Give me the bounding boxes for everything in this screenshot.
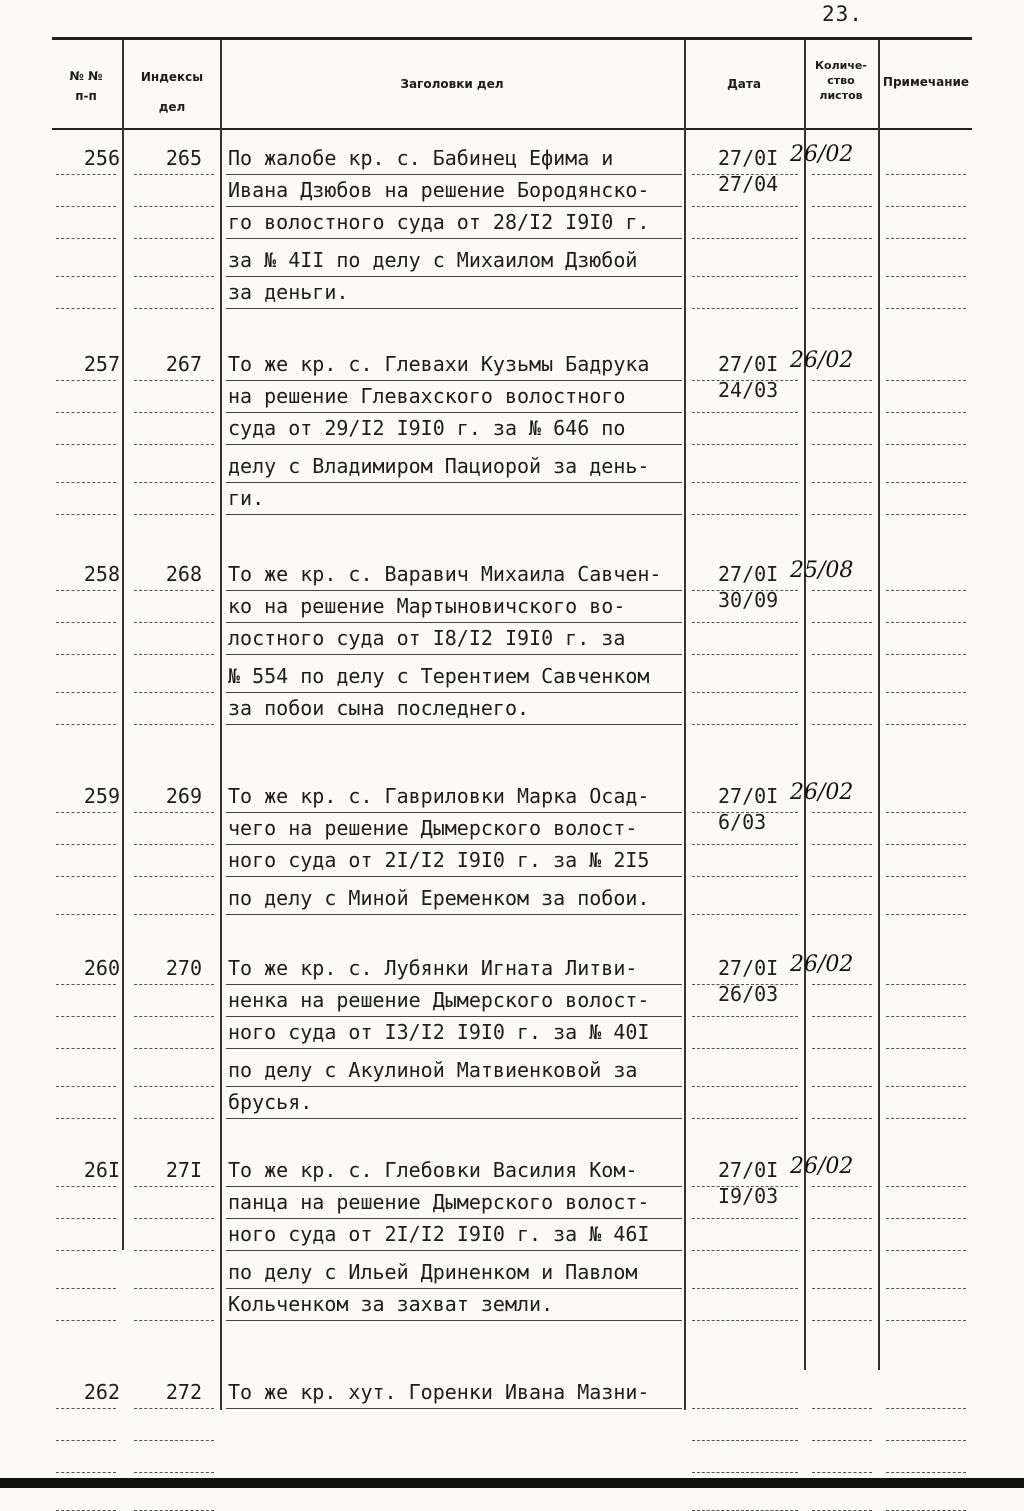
ruling-line (134, 1440, 214, 1441)
ruling-line (812, 174, 872, 175)
ruling-line (812, 914, 872, 915)
ruling-line (56, 622, 116, 623)
ruling-line (56, 1440, 116, 1441)
ruling-line (56, 380, 116, 381)
date-line: 24/03 (718, 378, 779, 402)
title-underline (226, 1408, 682, 1409)
title-underline (226, 590, 682, 591)
ruling-line (56, 1320, 116, 1321)
row-number: 257 (83, 352, 120, 376)
title-underline (226, 1288, 682, 1289)
row-number: 262 (83, 1380, 120, 1404)
ruling-line (886, 444, 966, 445)
ruling-line (886, 238, 966, 239)
ruling-line (692, 724, 798, 725)
ruling-line (56, 238, 116, 239)
row-index: 272 (165, 1380, 202, 1404)
title-line: на решение Глевахского волостного (228, 384, 626, 408)
ruling-line (692, 380, 798, 381)
ruling-line (692, 444, 798, 445)
ruling-line (812, 482, 872, 483)
ruling-line (886, 1186, 966, 1187)
ruling-line (886, 1048, 966, 1049)
table-header-rule (52, 128, 972, 130)
header-count: Количе- ство листов (815, 59, 867, 102)
ruling-line (812, 238, 872, 239)
header-index: Индексы дел (140, 70, 204, 114)
title-underline (226, 482, 682, 483)
ruling-line (812, 1218, 872, 1219)
sheet-count: 26/02 (790, 780, 854, 805)
ruling-line (886, 174, 966, 175)
date-line: 27/0I (718, 562, 779, 586)
date-line: 27/0I (718, 956, 779, 980)
title-line: То же кр. хут. Горенки Ивана Мазни- (228, 1380, 650, 1404)
row-index: 267 (165, 352, 202, 376)
ruling-line (134, 1408, 214, 1409)
title-line: ного суда от 2I/I2 I9I0 г. за № 46I (228, 1222, 650, 1246)
title-underline (226, 1250, 682, 1251)
title-line: ги. (228, 486, 265, 510)
ruling-line (56, 1118, 116, 1119)
ruling-line (134, 238, 214, 239)
ruling-line (812, 876, 872, 877)
title-underline (226, 1016, 682, 1017)
ruling-line (56, 482, 116, 483)
ruling-line (134, 692, 214, 693)
title-line: по делу с Акулиной Матвиенковой за (228, 1058, 638, 1082)
title-line: ного суда от 2I/I2 I9I0 г. за № 2I5 (228, 848, 650, 872)
ruling-line (812, 724, 872, 725)
ruling-line (134, 308, 214, 309)
ruling-line (812, 1408, 872, 1409)
ruling-line (886, 844, 966, 845)
sheet-count: 25/08 (790, 558, 854, 583)
title-line: за № 4II по делу с Михаилом Дзюбой (228, 248, 638, 272)
ruling-line (134, 724, 214, 725)
date-line: 27/0I (718, 1158, 779, 1182)
ruling-line (812, 1472, 872, 1473)
ruling-line (134, 444, 214, 445)
header-date: Дата (727, 77, 761, 91)
ruling-line (56, 174, 116, 175)
ruling-line (812, 844, 872, 845)
title-underline (226, 238, 682, 239)
ruling-line (692, 514, 798, 515)
title-line: брусья. (228, 1090, 313, 1114)
ruling-line (134, 1250, 214, 1251)
ruling-line (134, 1048, 214, 1049)
column-divider (684, 40, 686, 1410)
column-divider (220, 40, 222, 1410)
ruling-line (886, 1472, 966, 1473)
ruling-line (134, 174, 214, 175)
sheet-count: 26/02 (790, 348, 854, 373)
row-index: 268 (165, 562, 202, 586)
title-line: Ивана Дзюбов на решение Бородянско- (228, 178, 650, 202)
header-note: Примечание (882, 75, 970, 89)
ruling-line (692, 1016, 798, 1017)
ruling-line (134, 914, 214, 915)
ruling-line (56, 914, 116, 915)
title-underline (226, 308, 682, 309)
ruling-line (56, 276, 116, 277)
ruling-line (812, 654, 872, 655)
ruling-line (56, 654, 116, 655)
ruling-line (692, 844, 798, 845)
ruling-line (134, 1218, 214, 1219)
ruling-line (692, 412, 798, 413)
row-number: 26I (83, 1158, 120, 1182)
table-top-rule (52, 37, 972, 40)
ruling-line (692, 206, 798, 207)
ruling-line (812, 1118, 872, 1119)
title-line: То же кр. с. Варавич Михаила Савчен- (228, 562, 662, 586)
title-underline (226, 380, 682, 381)
ruling-line (812, 1320, 872, 1321)
ruling-line (886, 914, 966, 915)
ruling-line (56, 1472, 116, 1473)
title-underline (226, 1186, 682, 1187)
date-line: 6/03 (718, 810, 767, 834)
sheet-count: 26/02 (790, 1154, 854, 1179)
ruling-line (812, 1086, 872, 1087)
ruling-line (886, 412, 966, 413)
ruling-line (692, 1218, 798, 1219)
ruling-line (886, 1288, 966, 1289)
ruling-line (56, 984, 116, 985)
ruling-line (886, 308, 966, 309)
sheet-count: 26/02 (790, 952, 854, 977)
ruling-line (56, 514, 116, 515)
ruling-line (812, 692, 872, 693)
ruling-line (56, 1086, 116, 1087)
ruling-line (692, 276, 798, 277)
ruling-line (56, 444, 116, 445)
ruling-line (134, 1086, 214, 1087)
ruling-line (886, 876, 966, 877)
row-number: 256 (83, 146, 120, 170)
title-line: лостного суда от I8/I2 I9I0 г. за (228, 626, 626, 650)
row-index: 269 (165, 784, 202, 808)
ruling-line (812, 812, 872, 813)
ruling-line (692, 812, 798, 813)
ruling-line (886, 654, 966, 655)
ruling-line (134, 812, 214, 813)
ruling-line (692, 1086, 798, 1087)
title-line: ко на решение Мартыновичского во- (228, 594, 626, 618)
ruling-line (134, 1186, 214, 1187)
ruling-line (692, 622, 798, 623)
ruling-line (56, 1218, 116, 1219)
ruling-line (812, 444, 872, 445)
ruling-line (692, 1250, 798, 1251)
ruling-line (692, 1288, 798, 1289)
title-line: № 554 по делу с Терентием Савченком (228, 664, 650, 688)
ruling-line (134, 206, 214, 207)
title-underline (226, 1048, 682, 1049)
ruling-line (692, 1320, 798, 1321)
ruling-line (692, 654, 798, 655)
title-underline (226, 1086, 682, 1087)
ruling-line (886, 812, 966, 813)
title-underline (226, 876, 682, 877)
ruling-line (56, 1048, 116, 1049)
ruling-line (812, 412, 872, 413)
ruling-line (886, 1118, 966, 1119)
ruling-line (56, 1250, 116, 1251)
ruling-line (692, 590, 798, 591)
sheet-count: 26/02 (790, 142, 854, 167)
ruling-line (56, 844, 116, 845)
ruling-line (886, 482, 966, 483)
ruling-line (134, 622, 214, 623)
title-line: делу с Владимиром Пациорой за день- (228, 454, 650, 478)
title-line: То же кр. с. Глевахи Кузьмы Бадрука (228, 352, 650, 376)
date-line: 27/04 (718, 172, 779, 196)
ruling-line (134, 654, 214, 655)
ruling-line (692, 1472, 798, 1473)
title-line: Кольченком за захват земли. (228, 1292, 554, 1316)
ruling-line (886, 724, 966, 725)
ruling-line (812, 1288, 872, 1289)
date-line: I9/03 (718, 1184, 779, 1208)
ruling-line (812, 380, 872, 381)
title-underline (226, 206, 682, 207)
title-underline (226, 444, 682, 445)
row-number: 259 (83, 784, 120, 808)
ruling-line (134, 844, 214, 845)
ruling-line (812, 984, 872, 985)
date-line: 27/0I (718, 784, 779, 808)
title-underline (226, 514, 682, 515)
ruling-line (692, 1048, 798, 1049)
ruling-line (56, 1288, 116, 1289)
ruling-line (812, 514, 872, 515)
ruling-line (56, 590, 116, 591)
ruling-line (812, 206, 872, 207)
ruling-line (812, 308, 872, 309)
title-line: панца на решение Дымерского волост- (228, 1190, 650, 1214)
ruling-line (56, 812, 116, 813)
ruling-line (56, 308, 116, 309)
title-line: То же кр. с. Лубянки Игната Литви- (228, 956, 638, 980)
ruling-line (134, 1288, 214, 1289)
title-line: То же кр. с. Гавриловки Марка Осад- (228, 784, 650, 808)
ruling-line (886, 1320, 966, 1321)
ruling-line (812, 1440, 872, 1441)
ruling-line (56, 692, 116, 693)
ruling-line (692, 1118, 798, 1119)
ruling-line (56, 1186, 116, 1187)
bottom-edge (0, 1478, 1024, 1488)
title-underline (226, 654, 682, 655)
ruling-line (134, 380, 214, 381)
ruling-line (812, 1186, 872, 1187)
row-number: 260 (83, 956, 120, 980)
ruling-line (134, 984, 214, 985)
header-title: Заголовки дел (400, 77, 504, 91)
ruling-line (56, 412, 116, 413)
title-line: То же кр. с. Глебовки Василия Ком- (228, 1158, 638, 1182)
title-underline (226, 724, 682, 725)
date-line: 27/0I (718, 146, 779, 170)
ruling-line (134, 1118, 214, 1119)
ruling-line (692, 1440, 798, 1441)
ruling-line (692, 692, 798, 693)
title-underline (226, 812, 682, 813)
ruling-line (134, 1016, 214, 1017)
title-line: го волостного суда от 28/I2 I9I0 г. (228, 210, 650, 234)
ruling-line (692, 174, 798, 175)
ruling-line (886, 514, 966, 515)
ruling-line (886, 276, 966, 277)
ruling-line (886, 590, 966, 591)
ruling-line (886, 206, 966, 207)
ruling-line (886, 1086, 966, 1087)
ruling-line (812, 1250, 872, 1251)
ruling-line (134, 482, 214, 483)
row-index: 270 (165, 956, 202, 980)
ruling-line (134, 590, 214, 591)
ruling-line (886, 984, 966, 985)
title-underline (226, 692, 682, 693)
ruling-line (692, 482, 798, 483)
ruling-line (692, 914, 798, 915)
ruling-line (56, 1016, 116, 1017)
ruling-line (812, 1048, 872, 1049)
ruling-line (692, 984, 798, 985)
ruling-line (134, 876, 214, 877)
ruling-line (886, 692, 966, 693)
ruling-line (886, 1440, 966, 1441)
ruling-line (56, 724, 116, 725)
row-number: 258 (83, 562, 120, 586)
title-line: ненка на решение Дымерского волост- (228, 988, 650, 1012)
ruling-line (692, 876, 798, 877)
ruling-line (134, 514, 214, 515)
date-line: 26/03 (718, 982, 779, 1006)
date-line: 27/0I (718, 352, 779, 376)
title-line: ного суда от I3/I2 I9I0 г. за № 40I (228, 1020, 650, 1044)
ruling-line (134, 1472, 214, 1473)
ruling-line (692, 308, 798, 309)
title-underline (226, 622, 682, 623)
title-underline (226, 984, 682, 985)
ruling-line (886, 1250, 966, 1251)
title-underline (226, 174, 682, 175)
ruling-line (134, 412, 214, 413)
title-line: по делу с Миной Еременком за побои. (228, 886, 650, 910)
column-divider (878, 40, 880, 1370)
ruling-line (812, 622, 872, 623)
page-number: 23. (822, 2, 863, 26)
date-line: 30/09 (718, 588, 779, 612)
row-index: 265 (165, 146, 202, 170)
title-line: По жалобе кр. с. Бабинец Ефима и (228, 146, 614, 170)
column-divider (122, 40, 124, 1250)
header-num: № № п-п (69, 69, 103, 103)
title-underline (226, 844, 682, 845)
ruling-line (812, 276, 872, 277)
ruling-line (692, 238, 798, 239)
ruling-line (886, 1408, 966, 1409)
ruling-line (812, 590, 872, 591)
title-underline (226, 914, 682, 915)
title-line: за деньги. (228, 280, 349, 304)
title-underline (226, 1218, 682, 1219)
ruling-line (886, 380, 966, 381)
title-underline (226, 1320, 682, 1321)
title-line: по делу с Ильей Дриненком и Павлом (228, 1260, 638, 1284)
title-line: суда от 29/I2 I9I0 г. за № 646 по (228, 416, 626, 440)
ruling-line (886, 1218, 966, 1219)
ruling-line (886, 622, 966, 623)
ruling-line (812, 1016, 872, 1017)
ruling-line (692, 1186, 798, 1187)
row-index: 27I (165, 1158, 202, 1182)
title-underline (226, 412, 682, 413)
title-line: чего на решение Дымерского волост- (228, 816, 638, 840)
title-underline (226, 1118, 682, 1119)
ruling-line (56, 876, 116, 877)
title-underline (226, 276, 682, 277)
ruling-line (56, 206, 116, 207)
ruling-line (692, 1408, 798, 1409)
title-line: за побои сына последнего. (228, 696, 530, 720)
ruling-line (134, 1320, 214, 1321)
ruling-line (56, 1408, 116, 1409)
ruling-line (886, 1016, 966, 1017)
ruling-line (134, 276, 214, 277)
